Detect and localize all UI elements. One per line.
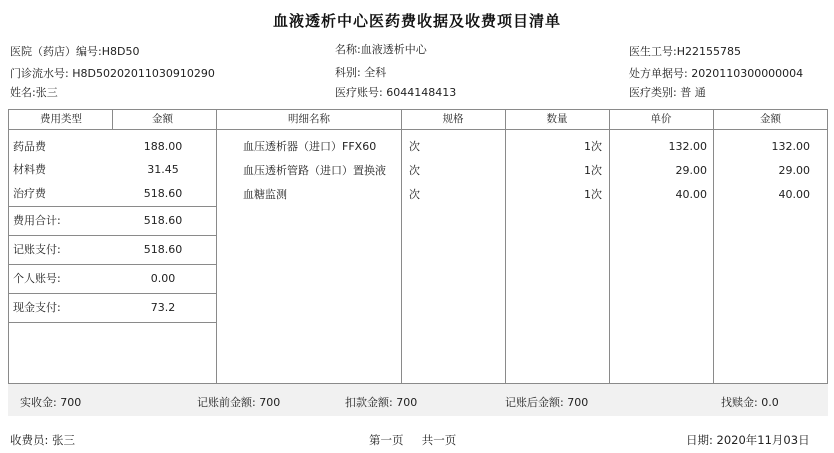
medical-account: 医疗账号: 6044148413 — [335, 86, 457, 99]
fee-row-cash — [8, 299, 217, 317]
item-qty: 1次 — [584, 140, 602, 153]
post-billing-amount: 记账后金额: 700 — [505, 396, 589, 409]
department: 科别: 全科 — [335, 66, 387, 79]
patient-name: 姓名:张三 — [10, 86, 58, 99]
serial-number: 门诊流水号: H8D50202011030910290 — [10, 67, 215, 80]
item-spec: 次 — [409, 164, 420, 177]
divider — [8, 322, 217, 323]
fee-value: 188.00 — [143, 140, 183, 153]
doctor-id: 医生工号:H22155785 — [629, 45, 741, 58]
center-name: 名称:血液透析中心 — [335, 43, 427, 56]
item-qty: 1次 — [584, 164, 602, 177]
receipt-date: 日期: 2020年11月03日 — [686, 433, 810, 447]
item-name: 血糖监测 — [243, 188, 287, 201]
col-header-qty: 数量 — [546, 113, 568, 125]
deduction-amount: 扣款金额: 700 — [345, 396, 418, 409]
item-amount: 29.00 — [778, 164, 810, 177]
item-spec: 次 — [409, 140, 420, 153]
item-price: 40.00 — [675, 188, 707, 201]
fee-value: 518.60 — [143, 187, 183, 200]
fee-row-drug — [8, 138, 217, 156]
item-amount: 40.00 — [778, 188, 810, 201]
received-amount: 实收金: 700 — [20, 396, 82, 409]
fee-value: 73.2 — [150, 301, 176, 314]
item-price: 29.00 — [675, 164, 707, 177]
item-qty: 1次 — [584, 188, 602, 201]
item-name: 血压透析管路（进口）置换液 — [243, 164, 386, 177]
fee-type-header: 费用类型 — [8, 109, 113, 130]
fee-label: 现金支付: — [13, 301, 61, 314]
fee-label: 治疗费 — [13, 187, 46, 200]
column-divider — [401, 109, 402, 383]
hospital-code: 医院（药店）编号:H8D50 — [10, 45, 140, 58]
medical-category: 医疗类别: 普 通 — [629, 86, 706, 99]
col-header-amount: 金额 — [760, 113, 781, 125]
fee-value: 518.60 — [143, 214, 183, 227]
fee-row-treatment — [8, 185, 217, 203]
divider — [8, 293, 217, 294]
fee-row-personal — [8, 270, 217, 288]
item-spec: 次 — [409, 188, 420, 201]
fee-value: 518.60 — [143, 243, 183, 256]
fee-label: 费用合计: — [13, 214, 61, 227]
fee-label: 个人账号: — [13, 272, 61, 285]
divider — [8, 264, 217, 265]
cashier: 收费员: 张三 — [10, 433, 76, 447]
divider — [8, 235, 217, 236]
fee-row-billed — [8, 241, 217, 259]
prescription-number: 处方单据号: 2020110300000004 — [629, 67, 804, 80]
pre-billing-amount: 记账前金额: 700 — [197, 396, 281, 409]
fee-row-total — [8, 212, 217, 230]
receipt-title: 血液透析中心医药费收据及收费项目清单 — [272, 12, 561, 30]
item-price: 132.00 — [668, 140, 707, 153]
fee-label: 材料费 — [13, 163, 46, 176]
fee-label: 药品费 — [13, 140, 46, 153]
col-header-spec: 规格 — [442, 113, 464, 125]
fee-label: 记账支付: — [13, 243, 61, 256]
fee-value: 31.45 — [147, 163, 179, 176]
totals-band — [8, 383, 828, 416]
change-amount: 找赎金: 0.0 — [721, 396, 779, 409]
col-header-name: 明细名称 — [288, 113, 330, 125]
col-header-price: 单价 — [650, 113, 672, 125]
page-indicator: 第一页 共一页 — [369, 433, 457, 447]
divider — [8, 206, 217, 207]
item-name: 血压透析器（进口）FFX60 — [243, 140, 377, 153]
amount-header: 金额 — [113, 109, 217, 130]
fee-summary-panel — [8, 109, 217, 383]
item-amount: 132.00 — [771, 140, 810, 153]
fee-value: 0.00 — [150, 272, 176, 285]
fee-row-material — [8, 161, 217, 179]
